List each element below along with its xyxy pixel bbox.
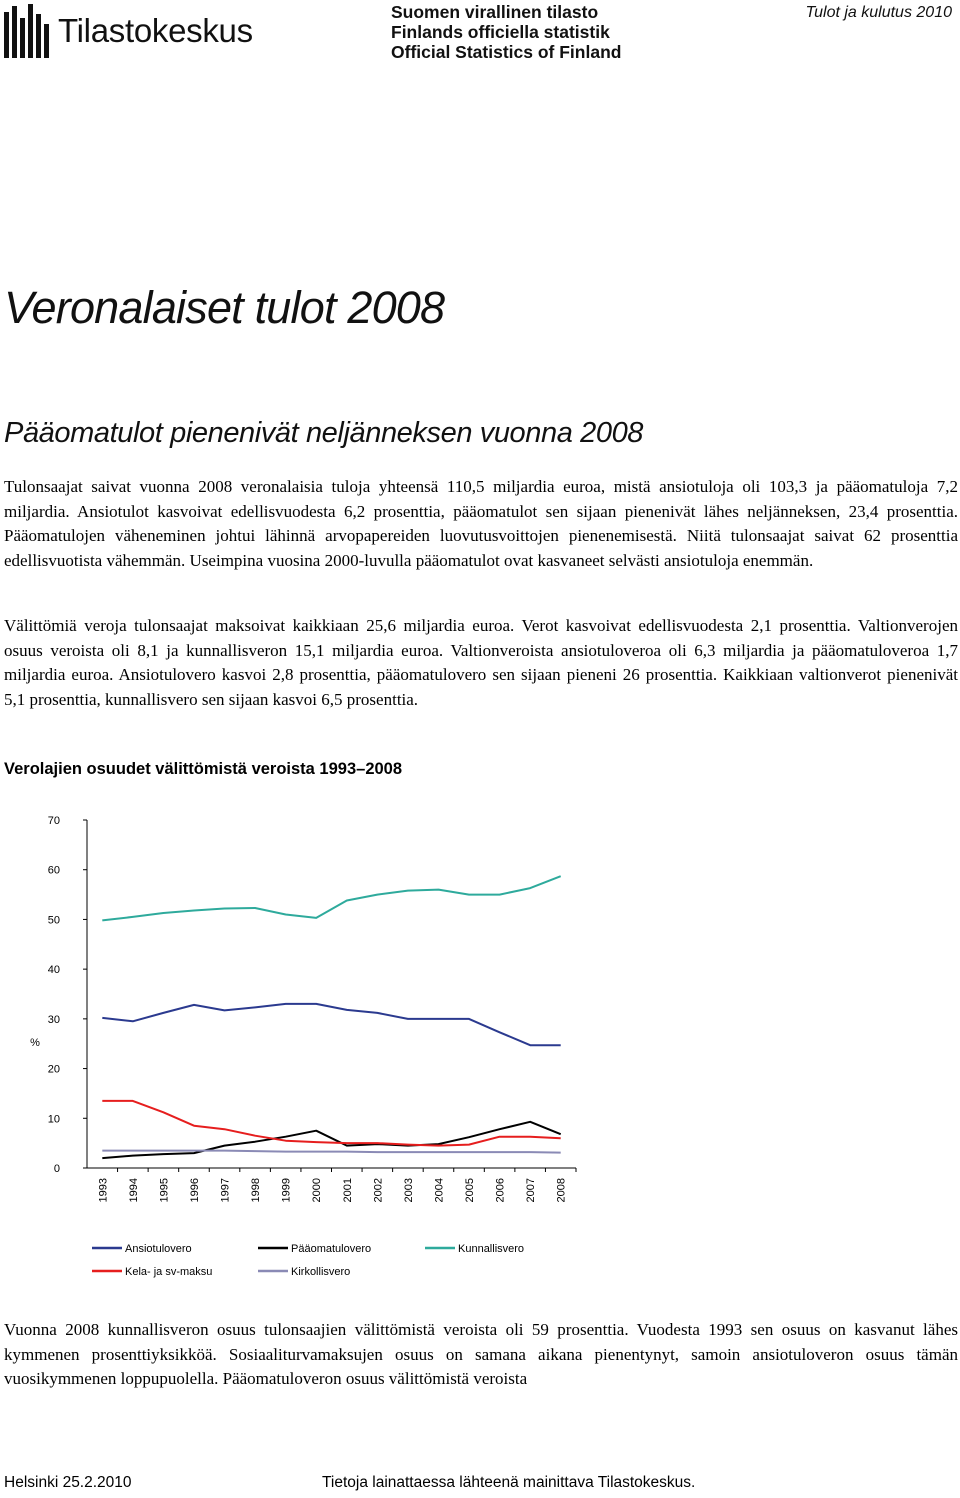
logo-bars-icon [4, 4, 49, 58]
legend-label: Kela- ja sv-maksu [125, 1266, 213, 1278]
x-tick-label: 1993 [97, 1178, 110, 1203]
x-tick-label: 2001 [341, 1178, 354, 1203]
osf-line-fi: Suomen virallinen tilasto [391, 2, 599, 22]
logo-wordmark: Tilastokeskus [58, 12, 253, 49]
x-tick-label: 2000 [311, 1178, 324, 1203]
x-tick-label: 1999 [280, 1178, 293, 1203]
x-tick-label: 2006 [494, 1178, 507, 1203]
page-title: Veronalaiset tulot 2008 [4, 282, 445, 333]
y-tick-label: 10 [47, 1113, 60, 1126]
paragraph-municipal-tax: Vuonna 2008 kunnallisveron osuus tulonsaajien välittömistä veroista oli 59 prosenttia. Vuodesta 1993 sen osuus on kasvanut lähes kymmenen prosenttiyksikköä. Sosiaaliturvamaksujen osuus on samana aikana pienentynyt, samoin ansiotuloveron osuus tämän vuosikymmenen loppupuolella. Pääomatuloveron osuus välittömistä veroista [4, 1320, 958, 1388]
footer-place-date: Helsinki 25.2.2010 [4, 1474, 132, 1491]
y-tick-label: 40 [47, 964, 60, 977]
y-tick-label: 70 [47, 815, 60, 827]
legend-label: Pääomatulovero [291, 1243, 372, 1255]
series-line-ansiotulovero [102, 1004, 560, 1045]
tax-share-line-chart [0, 800, 600, 1300]
x-tick-label: 2004 [433, 1178, 446, 1203]
osf-line-en: Official Statistics of Finland [391, 42, 622, 62]
x-tick-label: 2003 [402, 1178, 415, 1203]
legend-label: Kirkollisvero [291, 1266, 351, 1278]
paragraph-income: Tulonsaajat saivat vuonna 2008 veronalaisia tuloja yhteensä 110,5 miljardia euroa, mistä ansiotuloja oli 103,3 ja pääomatuloja 7,2 miljardia. Ansiotulot kasvoivat edellisvuodesta 6,2 prosenttia, pääomatulot sen sijaan pienenivät lähes neljänneksen, 23,4 prosenttia. Pääomatulojen väheneminen johtui lähinnä arvopapereiden luovutusvoittojen pienenemisestä. Niitä tulonsaajat saivat 62 prosenttia edellisvuotista vähemmän. Useimpina vuosina 2000-luvulla pääomatulot ovat kasvaneet selvästi ansiotuloja enemmän. [4, 477, 958, 570]
section-subtitle: Pääomatulot pienenivät neljänneksen vuonna 2008 [4, 417, 644, 449]
legend-label: Kunnallisvero [458, 1243, 525, 1255]
x-tick-label: 1998 [250, 1178, 263, 1203]
y-tick-label: 20 [47, 1063, 60, 1076]
y-axis-label: % [30, 1037, 40, 1050]
x-tick-label: 2002 [372, 1178, 385, 1203]
x-tick-label: 1996 [188, 1178, 201, 1203]
x-tick-label: 2007 [525, 1178, 538, 1203]
y-tick-label: 50 [47, 914, 60, 927]
x-tick-label: 1995 [158, 1178, 171, 1203]
paragraph-taxes: Välittömiä veroja tulonsaajat maksoivat kaikkiaan 25,6 miljardia euroa. Verot kasvoivat edellisvuodesta 2,1 prosenttia. Valtionverojen osuus veroista oli 8,1 ja kunnallisveron 15,1 miljardia euroa. Valtionveroista ansiotuloveroa oli 6,3 miljardia ja pääomatuloveroa 1,7 miljardia euroa. Ansiotulovero kasvoi 2,8 prosenttia, pääomatulovero sen sijaan pieneni 26 prosenttia. Kaikkiaan valtionverot pienenivät 5,1 prosenttia, kunnallisvero sen sijaan kasvoi 6,5 prosenttia. [4, 616, 958, 709]
x-tick-label: 1994 [127, 1178, 140, 1203]
osf-line-sv: Finlands officiella statistik [391, 22, 610, 42]
x-tick-label: 2008 [555, 1178, 568, 1203]
series-label: Tulot ja kulutus 2010 [805, 4, 952, 21]
footer-citation-note: Tietoja lainattaessa lähteenä mainittava Tilastokeskus. [322, 1474, 696, 1491]
y-tick-label: 0 [53, 1163, 60, 1175]
y-tick-label: 60 [47, 864, 60, 877]
x-tick-label: 2005 [464, 1178, 477, 1203]
x-tick-label: 1997 [219, 1178, 232, 1203]
series-line-kirkollisvero [102, 1151, 560, 1153]
series-line-kunnallisvero [102, 876, 560, 920]
chart-title: Verolajien osuudet välittömistä veroista 1993–2008 [4, 760, 403, 778]
official-statistics-label [391, 2, 621, 62]
legend-label: Ansiotulovero [125, 1243, 192, 1255]
y-tick-label: 30 [47, 1013, 60, 1026]
